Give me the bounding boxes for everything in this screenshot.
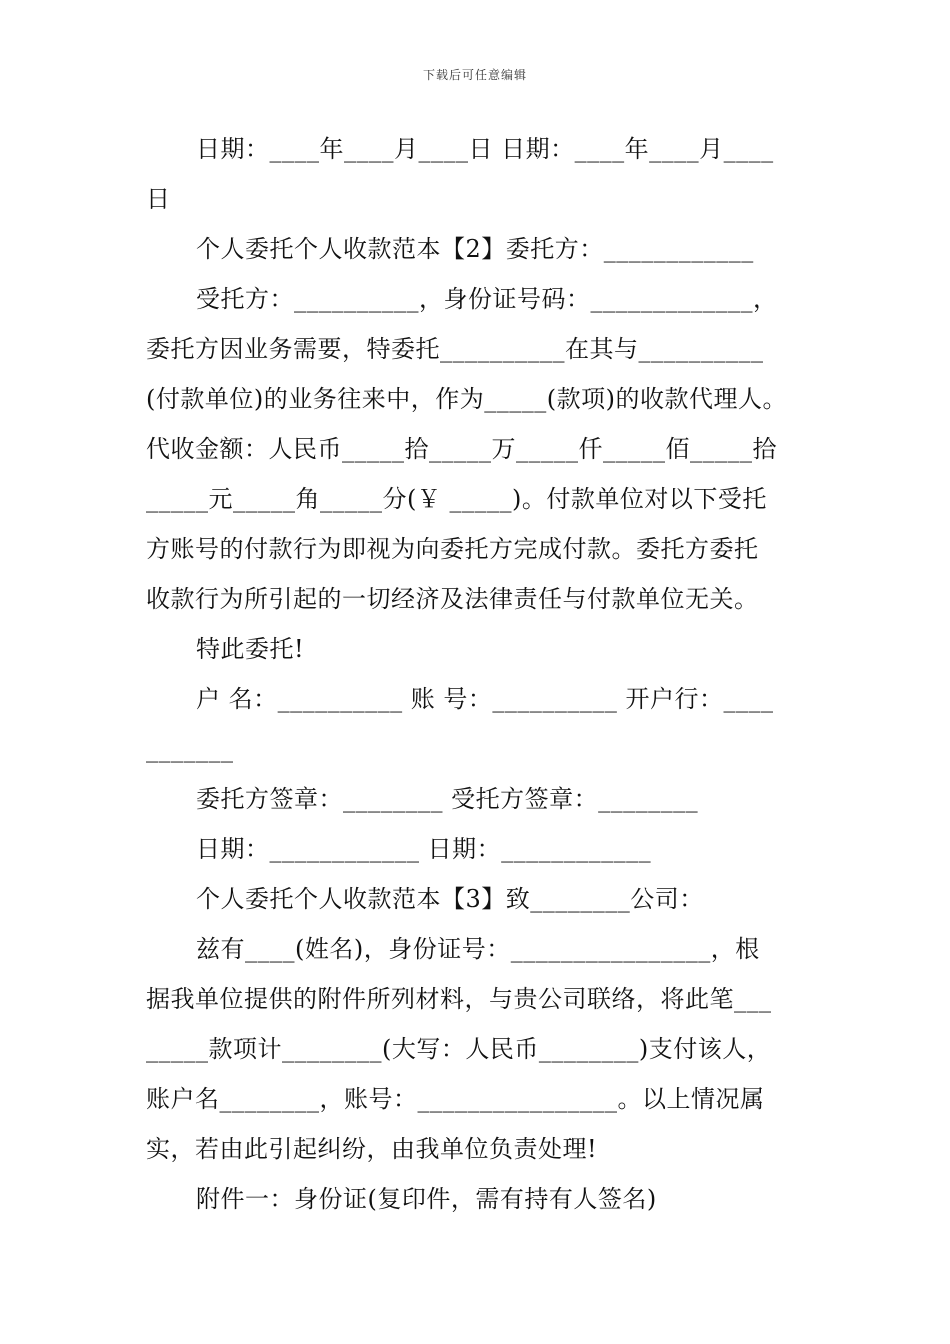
text-line: 委托方签章：________ 受托方签章：________ [196,785,699,813]
text-line: 实，若由此引起纠纷，由我单位负责处理! [146,1135,598,1163]
text-line: (付款单位)的业务往来中，作为_____(款项)的收款代理人。 [146,385,787,413]
text-line: 日 [146,185,171,213]
text-line: 个人委托个人收款范本【3】致________公司： [196,885,704,913]
text-line: 个人委托个人收款范本【2】委托方：____________ [196,235,754,263]
text-line: 代收金额：人民币_____拾_____万_____仟_____佰_____拾 [146,435,777,463]
text-line: 附件一：身份证(复印件，需有持有人签名) [196,1185,657,1213]
text-line: 受托方：__________，身份证号码：_____________， [196,285,778,313]
text-line: 日期：____年____月____日 日期：____年____月____ [196,135,774,163]
text-line: _____元_____角_____分(￥ _____)。付款单位对以下受托 [146,485,767,513]
text-line: 特此委托! [196,635,305,663]
text-line: _____款项计________(大写：人民币________)支付该人， [146,1035,772,1063]
text-line: 方账号的付款行为即视为向委托方完成付款。委托方委托 [146,535,759,563]
text-line: 日期：____________ 日期：____________ [196,835,652,863]
text-line: 账户名________，账号：________________。以上情况属 [146,1085,765,1113]
page-header: 下载后可任意编辑 [422,68,527,82]
text-line: 兹有____(姓名)，身份证号：________________，根 [196,935,760,963]
text-line: 据我单位提供的附件所列材料，与贵公司联络，将此笔___ [146,985,772,1013]
document-body [146,124,816,1224]
text-line: 收款行为所引起的一切经济及法律责任与付款单位无关。 [146,585,759,613]
text-line: 委托方因业务需要，特委托__________在其与__________ [146,335,764,363]
text-line: _______ [146,735,234,763]
text-line: 户 名：__________ 账 号：__________ 开户行：____ [196,685,774,713]
